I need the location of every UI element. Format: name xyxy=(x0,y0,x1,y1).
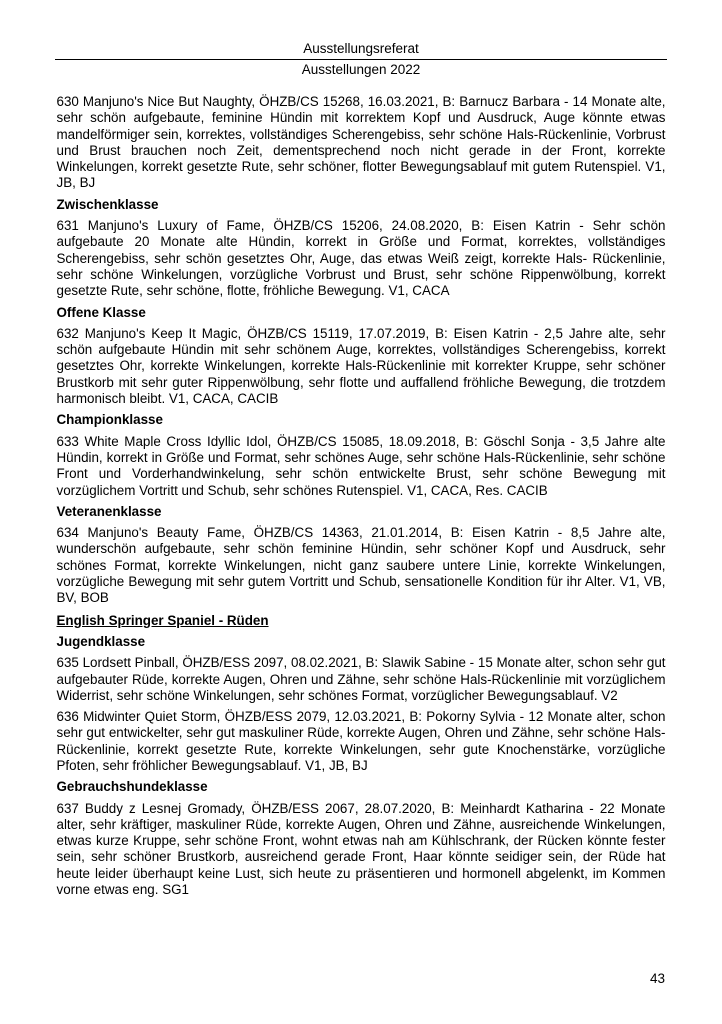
page-header xyxy=(55,0,667,78)
class-heading-offene-klasse: Offene Klasse xyxy=(56,304,146,320)
page-number: 43 xyxy=(649,971,665,986)
class-heading-championklasse: Championklasse xyxy=(56,412,163,428)
entry-632-paragraph: 632 Manjuno's Keep It Magic, ÖHZB/CS 15119, 17.07.2019, B: Eisen Katrin - 2,5 Jahre alte, sehr schön aufgebaute Hündin mit sehr schönem Auge, korrektes, vollständiges Scherengebiss, korrekt gesetztes Ohr, korrekte Winkelungen, korrekte Hals-Rückenlinie mit korrekter Kruppe, sehr schöner Brustkorb mit sehr guter Rippenwölbung, sehr flotte und auffallend fröhliche Bewegung, die trotzdem harmonisch bleibt. V1, CACA, CACIB xyxy=(56,325,666,407)
entry-634-paragraph: 634 Manjuno's Beauty Fame, ÖHZB/CS 14363, 21.01.2014, B: Eisen Katrin - 8,5 Jahre alte, wunderschön aufgebaute, sehr schön feminine Hündin, sehr schöner Kopf und Ausdruck, sehr schönes Format, korrekte Winkelungen, nicht ganz saubere untere Linie, korrekte Winkelungen, vorzügliche Bewegung mit sehr gutem Vortritt und Schub, sensationelle Kondition für ihr Alter. V1, VB, BV, BOB xyxy=(56,525,666,606)
class-heading-gebrauchshundeklasse: Gebrauchshundeklasse xyxy=(56,779,208,795)
class-heading-zwischenklasse: Zwischenklasse xyxy=(56,196,159,212)
entry-633-paragraph: 633 White Maple Cross Idyllic Idol, ÖHZB/CS 15085, 18.09.2018, B: Göschl Sonja - 3,5 Jahre alte Hündin, korrekt in Größe und Format, sehr schönes Auge, sehr schöne Hals-Rückenlinie, sehr schöne Front und Vorderhandwinkelung, sehr schön entwickelte Brust, sehr schöne Bewegung mit vorzüglichem Vortritt und Schub, sehr schönes Rutenspiel. V1, CACA, Res. CACIB xyxy=(56,433,666,498)
header-title: Ausstellungen 2022 xyxy=(301,62,421,77)
entry-636-paragraph: 636 Midwinter Quiet Storm, ÖHZB/ESS 2079, 12.03.2021, B: Pokorny Sylvia - 12 Monate alter, schon sehr gut entwickelter, sehr gut maskuliner Rüde, korrekte Augen, Ohren und Zähne, sehr schöne Hals-Rückenlinie, korrekt gesetzte Rute, korrekte Winkelungen, sehr gute Knochenstärke, vorzügliche Pfoten, sehr fröhlicher Bewegungsablauf. V1, JB, BJ xyxy=(56,709,666,773)
header-divider-rule xyxy=(55,59,667,60)
class-heading-jugendklasse: Jugendklasse xyxy=(56,633,146,649)
breed-heading-english-springer-spaniel-rueden: English Springer Spaniel - Rüden xyxy=(56,612,269,628)
document-body xyxy=(57,94,666,898)
entry-637-paragraph: 637 Buddy z Lesnej Gromady, ÖHZB/ESS 2067, 28.07.2020, B: Meinhardt Katharina - 22 Monate alter, sehr kräftiger, maskuliner Rüde, korrekte Augen, Ohren und Zähne, ausreichende Winkelungen, etwas kurze Kruppe, sehr schöne Front, wohnt etwas nah am Kühlschrank, der Rücken könnte fester sein, sehr schöner Brustkorb, ausreichend gerade Front, Haar könnte seidiger sein, der Rüde hat heute leider überhaupt keine Lust, sich heute zu präsentieren und hormonell abgelenkt, im Kommen vorne etwas eng. SG1 xyxy=(56,800,666,898)
entry-635-paragraph: 635 Lordsett Pinball, ÖHZB/ESS 2097, 08.02.2021, B: Slawik Sabine - 15 Monate alter, schon sehr gut aufgebauter Rüde, korrekte Augen, Ohren und Zähne, sehr schöne Hals-Rückenlinie mit vorzüglichem Widerrist, sehr schöne Winkelungen, sehr schönes Format, vorzüglicher Bewegungsablauf. V2 xyxy=(56,655,666,703)
class-heading-veteranenklasse: Veteranenklasse xyxy=(56,503,162,519)
entry-631-paragraph: 631 Manjuno's Luxury of Fame, ÖHZB/CS 15206, 24.08.2020, B: Eisen Katrin - Sehr schön aufgebaute 20 Monate alte Hündin, korrekt in Größe und Format, korrektes, vollständiges Scherengebiss, sehr schön gesetztes Ohr, Auge, das etwas Weiß zeigt, korrekte Hals- Rückenlinie, sehr schöne Winkelungen, vorzügliche Vorbrust und Brust, sehr schöne Rippenwölbung, korrekt gesetzte Rute, sehr schöne, flotte, fröhliche Bewegung. V1, CACA xyxy=(56,218,666,299)
entry-630-paragraph: 630 Manjuno's Nice But Naughty, ÖHZB/CS 15268, 16.03.2021, B: Barnucz Barbara - 14 Monate alte, sehr schön aufgebaute, feminine Hündin mit korrektem Kopf und Ausdruck, Auge könnte etwas mandelförmiger sein, korrektes, vollständiges Scherengebiss, sehr schöne Hals-Rückenlinie, Vorbrust und Brust brauchen noch Zeit, dementsprechend noch nicht gerade in der Front, korrekte Winkelungen, korrekt gesetzte Rute, sehr schöner, flotter Bewegungsablauf mit gutem Rutenspiel. V1, JB, BJ xyxy=(56,94,666,191)
header-department: Ausstellungsreferat xyxy=(303,41,419,56)
